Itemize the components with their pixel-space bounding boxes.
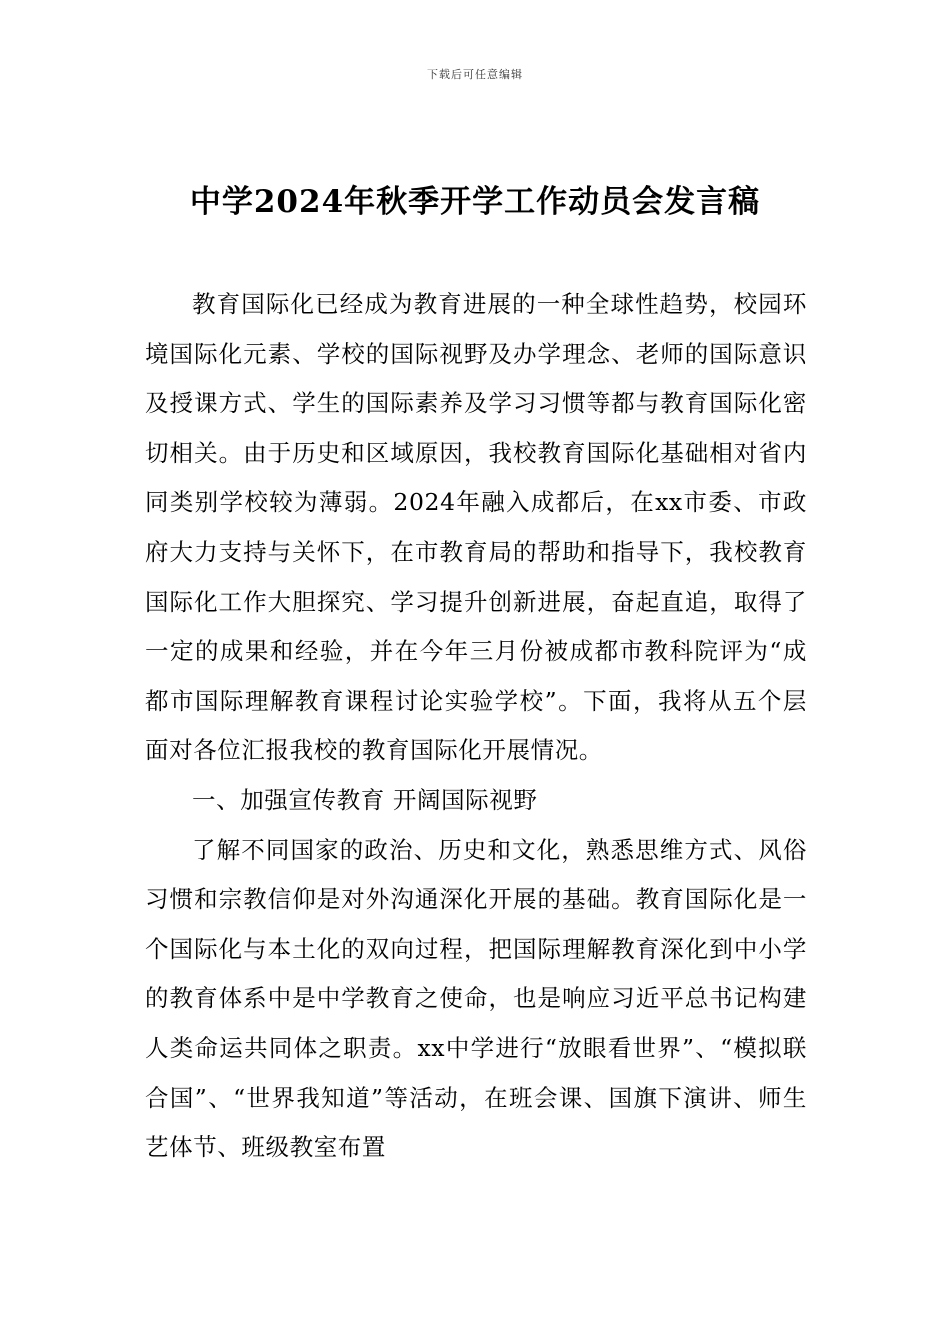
paragraph-section-1: 了解不同国家的政治、历史和文化，熟悉思维方式、风俗习惯和宗教信仰是对外沟通深化开展的基础。教育国际化是一个国际化与本土化的双向过程，把国际理解教育深化到中小学的教育体系中是中学教育之使命，也是响应习近平总书记构建人类命运共同体之职责。xx中学进行“放眼看世界”、“模拟联合国”、“世界我知道”等活动，在班会课、国旗下演讲、师生艺体节、班级教室布置 xyxy=(145,835,807,1162)
header-note: 下载后可任意编辑 xyxy=(427,68,523,81)
paragraph-intro: 教育国际化已经成为教育进展的一种全球性趋势，校园环境国际化元素、学校的国际视野及办学理念、老师的国际意识及授课方式、学生的国际素养及学习习惯等都与教育国际化密切相关。由于历史和区域原因，我校教育国际化基础相对省内同类别学校较为薄弱。2024年融入成都后，在xx市委、市政府大力支持与关怀下，在市教育局的帮助和指导下，我校教育国际化工作大胆探究、学习提升创新进展，奋起直追，取得了一定的成果和经验，并在今年三月份被成都市教科院评为“成都市国际理解教育课程讨论实验学校”。下面，我将从五个层面对各位汇报我校的教育国际化开展情况。 xyxy=(145,290,807,765)
section-heading-1: 一、加强宣传教育 开阔国际视野 xyxy=(192,785,538,814)
document-title: 中学2024年秋季开学工作动员会发言稿 xyxy=(189,184,761,220)
document-body xyxy=(145,280,807,1173)
